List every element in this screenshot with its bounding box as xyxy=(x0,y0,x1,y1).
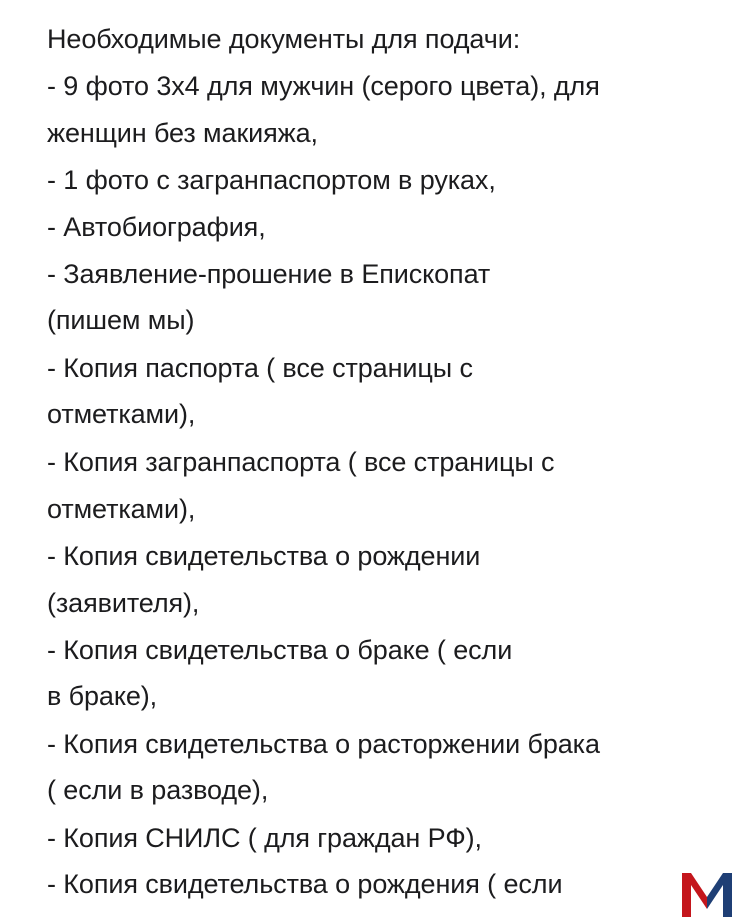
document-line: отметками), xyxy=(47,399,196,429)
document-line: - Автобиография, xyxy=(47,212,266,242)
document-line: - Копия свидетельства о расторжении брака xyxy=(47,729,600,759)
document-line: - Копия паспорта ( все страницы с xyxy=(47,353,473,383)
document-line: - Копия свидетельства о рождении xyxy=(47,541,481,571)
document-heading: Необходимые документы для подачи: xyxy=(47,24,521,54)
document-line: (заявителя), xyxy=(47,588,200,618)
document-line: - 9 фото 3х4 для мужчин (серого цвета), для xyxy=(47,71,600,101)
document-line: - 1 фото с загранпаспортом в руках, xyxy=(47,165,496,195)
document-line: ( если в разводе), xyxy=(47,775,269,805)
document-line: - Копия свидетельства о браке ( если xyxy=(47,635,513,665)
m-logo-left-stroke xyxy=(682,873,707,917)
document-line: отметками), xyxy=(47,494,196,524)
document-line: в браке), xyxy=(47,681,158,711)
document-line: - Заявление-прошение в Епископат xyxy=(47,259,491,289)
document-line: - Копия загранпаспорта ( все страницы с xyxy=(47,447,555,477)
document-line: - Копия свидетельства о рождения ( если xyxy=(47,869,563,899)
document-line: (пишем мы) xyxy=(47,305,195,335)
m-logo-right-stroke xyxy=(707,873,732,917)
m-logo-icon xyxy=(682,871,732,917)
document-line: женщин без макияжа, xyxy=(47,118,318,148)
document-line: - Копия СНИЛС ( для граждан РФ), xyxy=(47,823,482,853)
